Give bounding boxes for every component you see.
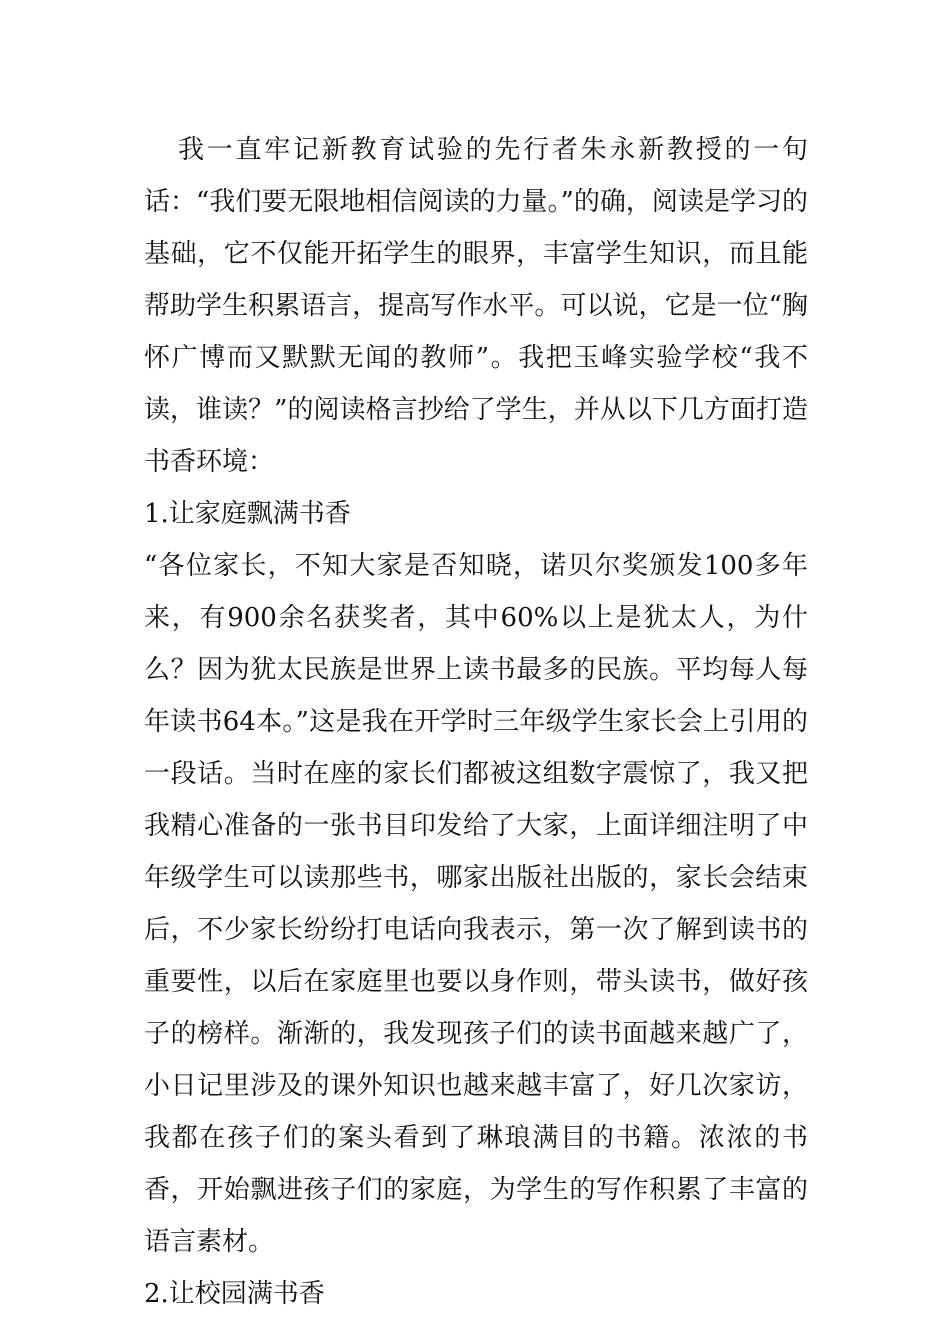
- document-body: [144, 124, 808, 1320]
- intro-paragraph: 我一直牢记新教育试验的先行者朱永新教授的一句话：“我们要无限地相信阅读的力量。”的确，阅读是学习的基础，它不仅能开拓学生的眼界，丰富学生知识，而且能帮助学生积累语言，提高写作水平。可以说，它是一位“胸怀广博而又默默无闻的教师”。我把玉峰实验学校“我不读，谁读？”的阅读格言抄给了学生，并从以下几方面打造书香环境：: [144, 135, 808, 477]
- section-heading-family: 1.让家庭飘满书香: [144, 499, 351, 529]
- section-heading-campus: 2.让校园满书香: [144, 1279, 325, 1309]
- family-paragraph: “各位家长，不知大家是否知晓，诺贝尔奖颁发100多年来，有900余名获奖者，其中60%以上是犹太人，为什么？因为犹太民族是世界上读书最多的民族。平均每人每年读书64本。”这是我在开学时三年级学生家长会上引用的一段话。当时在座的家长们都被这组数字震惊了，我又把我精心准备的一张书目印发给了大家，上面详细注明了中年级学生可以读那些书，哪家出版社出版的，家长会结束后，不少家长纷纷打电话向我表示，第一次了解到读书的重要性，以后在家庭里也要以身作则，带头读书，做好孩子的榜样。渐渐的，我发现孩子们的读书面越来越广了，小日记里涉及的课外知识也越来越丰富了，好几次家访，我都在孩子们的案头看到了琳琅满目的书籍。浓浓的书香，开始飘进孩子们的家庭，为学生的写作积累了丰富的语言素材。: [144, 551, 808, 1257]
